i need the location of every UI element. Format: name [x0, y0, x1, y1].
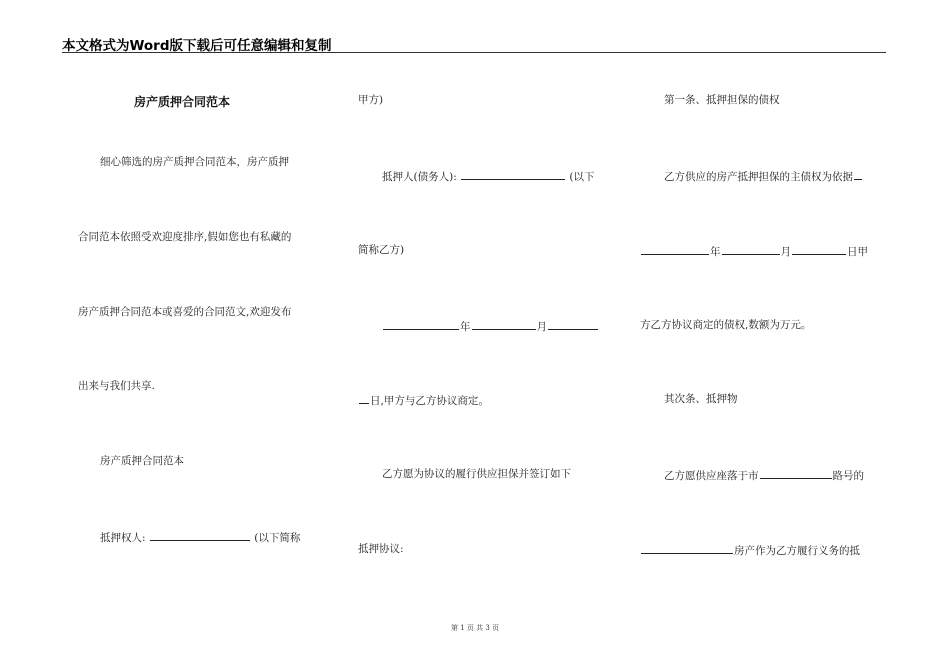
- col1-subtitle: 房产质押合同范本: [100, 455, 184, 467]
- month-label: 月: [536, 321, 547, 333]
- document-header: 本文格式为Word版下载后可任意编辑和复制: [62, 38, 332, 54]
- col1-line-2: 合同范本依照受欢迎度排序,假如您也有私藏的: [78, 231, 292, 243]
- mortgagor-blank: [461, 168, 565, 180]
- col3-line-4: 方乙方协议商定的债权,数额为万元。: [640, 319, 812, 331]
- basis-blank: [854, 168, 862, 180]
- page-number: 第 1 页 共 3 页: [450, 624, 500, 632]
- month-blank: [472, 318, 536, 330]
- col2-line-6: 乙方愿为协议的履行供应担保并签订如下: [382, 468, 571, 480]
- col2-line-7: 抵押协议:: [358, 543, 404, 555]
- col3-date-line: [640, 243, 868, 259]
- col3-day-blank: [792, 243, 846, 255]
- col2-line-5: [358, 392, 489, 408]
- road-text: 路号的: [832, 470, 864, 482]
- col3-month-blank: [722, 243, 780, 255]
- mortgagor-suffix: (以下: [569, 171, 595, 183]
- main-debt-text: 乙方供应的房产抵押担保的主债权为依据: [664, 171, 853, 183]
- col2-line-1: 甲方): [358, 94, 384, 106]
- col3-year-label: 年: [710, 246, 721, 258]
- col3-day-label: 日甲: [847, 246, 868, 258]
- col1-line-1: 细心筛选的房产质押合同范本，房产质押: [100, 156, 289, 168]
- city-blank: [760, 467, 832, 479]
- day-blank: [548, 318, 598, 330]
- year-label: 年: [460, 321, 471, 333]
- header-divider: [62, 52, 886, 53]
- property-location-text: 乙方愿供应座落于市: [664, 470, 759, 482]
- mortgagor-label: 抵押人(债务人):: [382, 171, 457, 183]
- agreement-date-text: 日,甲方与乙方协议商定。: [370, 395, 489, 407]
- col3-line-2: [664, 168, 863, 184]
- col1-line-6: [100, 529, 300, 545]
- property-blank: [641, 542, 733, 554]
- col1-line-3: 房产质押合同范本或喜爱的合同范文,欢迎发布: [78, 306, 292, 318]
- mortgagee-blank: [150, 529, 250, 541]
- col3-month-label: 月: [780, 246, 791, 258]
- article-1-heading: 第一条、抵押担保的债权: [664, 94, 780, 106]
- year-blank: [383, 318, 459, 330]
- day-blank-2: [359, 392, 369, 404]
- col2-date-line: [382, 318, 599, 334]
- col3-line-7: [640, 542, 860, 558]
- col3-line-6: [664, 467, 864, 483]
- property-obligation-text: 房产作为乙方履行义务的抵: [734, 545, 860, 557]
- col2-line-3: 简称乙方): [358, 244, 405, 256]
- mortgagee-label: 抵押权人:: [100, 532, 146, 544]
- mortgagee-suffix: (以下简称: [254, 532, 301, 544]
- col3-year-blank: [641, 243, 709, 255]
- col2-line-2: [382, 168, 595, 184]
- col1-line-4: 出来与我们共享.: [78, 380, 155, 392]
- document-title: 房产质押合同范本: [134, 95, 231, 109]
- article-2-heading: 其次条、抵押物: [664, 393, 738, 405]
